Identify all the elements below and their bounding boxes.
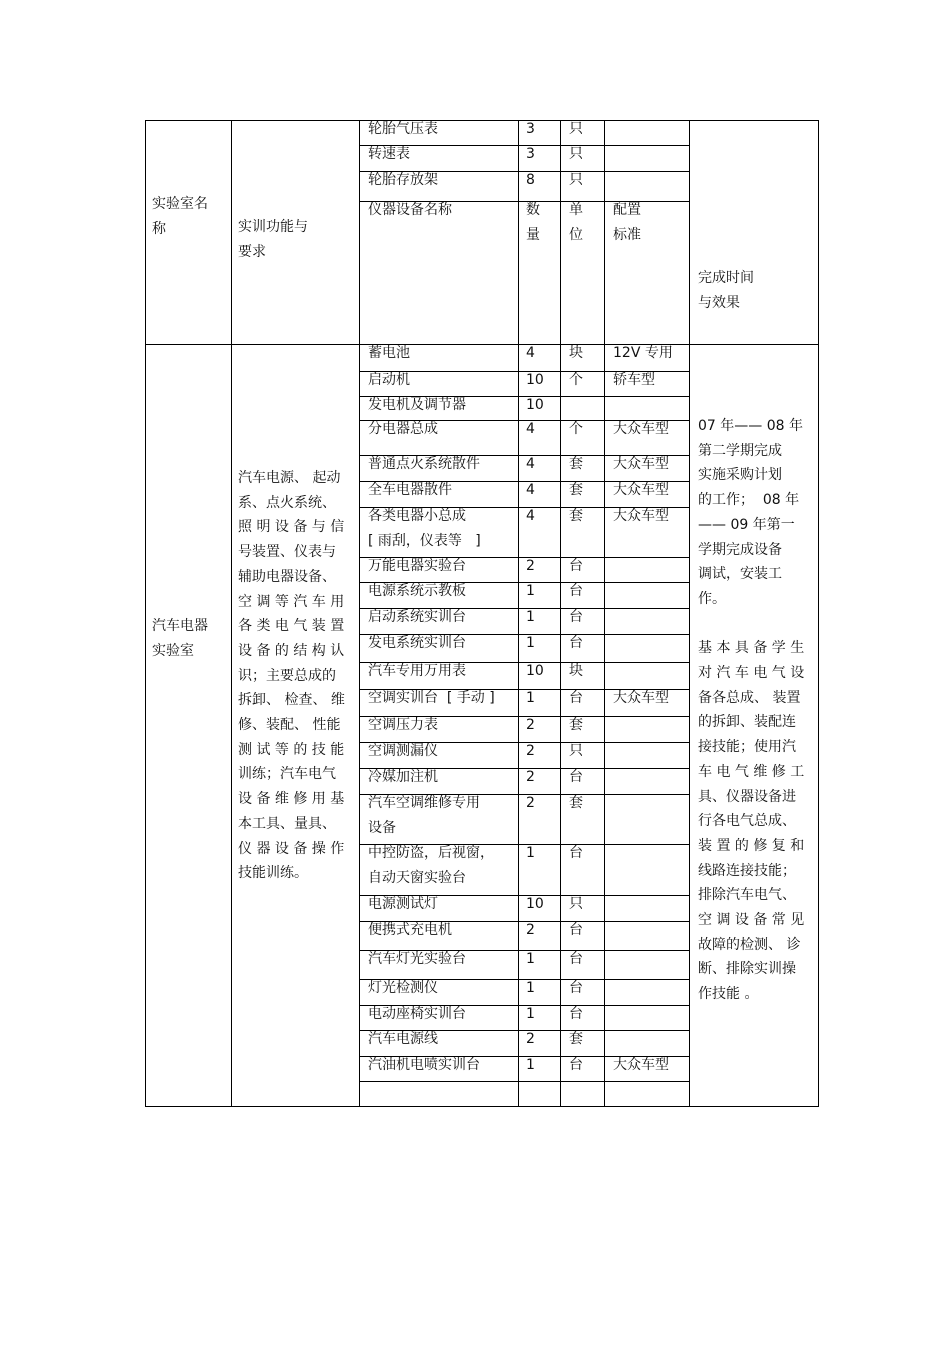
top-row-unit: 只	[569, 121, 583, 137]
completion-result-text: 07 年—— 08 年 第二学期完成 实施采购计划 的工作； 08 年 —— 09 年第一 学期完成设备 调试，安装工 作。 基 本 具 备 学 生 对 汽 车 电 气 设 备各总成、 装置 的拆卸、装配连 接技能；使用汽 车 电 气 维 修 工 具、仪器设备进 行各电气总成、 装 置 的 修 复 和 线路连接技能； 排除汽车电气、 空 调 设 备 常 见 故障的检测、 诊 断、排除实训操 作技能 。	[698, 418, 805, 1003]
equipment-item-name: 电动座椅实训台	[368, 1006, 466, 1022]
equipment-quantity: 10	[526, 896, 544, 912]
equipment-unit: 台	[569, 980, 583, 996]
equipment-unit: 块	[569, 663, 583, 679]
header-unit-label: 单 位	[569, 202, 583, 243]
equipment-unit: 套	[569, 795, 583, 811]
equipment-unit: 个	[569, 421, 583, 437]
equipment-spec: 12V 专用	[613, 345, 673, 361]
equipment-unit: 只	[569, 896, 583, 912]
equipment-item-name: 普通点火系统散件	[368, 456, 480, 472]
equipment-unit: 台	[569, 1006, 583, 1022]
equipment-spec: 大众车型	[613, 421, 669, 437]
top-row-unit: 只	[569, 172, 583, 188]
column-line-6	[689, 120, 690, 1106]
header-item-label: 仪器设备名称	[368, 202, 452, 218]
equipment-item-name: 汽油机电喷实训台	[368, 1057, 480, 1073]
equipment-quantity: 1	[526, 845, 535, 861]
top-row-qty: 8	[526, 172, 535, 188]
equipment-quantity: 10	[526, 663, 544, 679]
equipment-item-name: 空调压力表	[368, 717, 438, 733]
column-line-5	[604, 120, 605, 1106]
equipment-quantity: 1	[526, 635, 535, 651]
equipment-item-name: 蓄电池	[368, 345, 410, 361]
equipment-item-name: 汽车空调维修专用 设备	[368, 795, 480, 836]
header-room-label: 实验室名 称	[152, 196, 208, 237]
section-row-line-24	[359, 1081, 689, 1082]
equipment-quantity: 2	[526, 743, 535, 759]
equipment-quantity: 4	[526, 421, 535, 437]
equipment-item-name: 汽车灯光实验台	[368, 951, 466, 967]
equipment-quantity: 2	[526, 795, 535, 811]
equipment-unit: 只	[569, 743, 583, 759]
equipment-quantity: 1	[526, 583, 535, 599]
equipment-quantity: 2	[526, 769, 535, 785]
equipment-unit: 套	[569, 717, 583, 733]
equipment-unit: 台	[569, 951, 583, 967]
top-row-item: 轮胎气压表	[368, 121, 438, 137]
equipment-quantity: 1	[526, 690, 535, 706]
equipment-item-name: 空调实训台 [ 手动 ]	[368, 690, 495, 706]
equipment-unit: 台	[569, 769, 583, 785]
top-row-item: 转速表	[368, 146, 410, 162]
equipment-item-name: 全车电器散件	[368, 482, 452, 498]
equipment-item-name: 汽车专用万用表	[368, 663, 466, 679]
equipment-quantity: 1	[526, 980, 535, 996]
equipment-item-name: 中控防盗，后视窗， 自动天窗实验台	[368, 845, 494, 886]
header-result-label: 完成时间 与效果	[698, 270, 754, 311]
training-function-text: 汽车电源、 起动 系、点火系统、 照 明 设 备 与 信 号装置、仪表与 辅助电器设备、 空 调 等 汽 车 用 各 类 电 气 装 置 设 备 的 结 构 认 识；主要总成的 拆卸、 检查、 维 修、装配、 性能 测 试 等 的 技 能 训练；汽车电气 设 备 维 修 用 基 本工具、量具、 仪 器 设 备 操 作 技能训练。	[238, 470, 345, 882]
table-border-top	[145, 120, 819, 121]
top-row-unit: 只	[569, 146, 583, 162]
header-spec-label: 配置 标准	[613, 202, 641, 243]
equipment-spec: 大众车型	[613, 690, 669, 706]
equipment-quantity: 2	[526, 558, 535, 574]
equipment-spec: 大众车型	[613, 1057, 669, 1073]
header-function-label: 实训功能与 要求	[238, 219, 308, 260]
equipment-spec: 大众车型	[613, 482, 669, 498]
equipment-unit: 台	[569, 922, 583, 938]
equipment-unit: 套	[569, 456, 583, 472]
equipment-quantity: 10	[526, 397, 544, 413]
equipment-item-name: 启动机	[368, 372, 410, 388]
equipment-item-name: 电源测试灯	[368, 896, 438, 912]
column-line-7	[818, 120, 819, 1106]
equipment-quantity: 4	[526, 456, 535, 472]
equipment-item-name: 万能电器实验台	[368, 558, 466, 574]
top-row-qty: 3	[526, 121, 535, 137]
equipment-item-name: 汽车电源线	[368, 1031, 438, 1047]
equipment-unit: 台	[569, 845, 583, 861]
equipment-quantity: 1	[526, 609, 535, 625]
column-line-2	[359, 120, 360, 1106]
top-row-qty: 3	[526, 146, 535, 162]
equipment-item-name: 便携式充电机	[368, 922, 452, 938]
column-line-4	[560, 120, 561, 1106]
equipment-unit: 套	[569, 482, 583, 498]
table-border-bottom	[145, 1106, 819, 1107]
equipment-unit: 台	[569, 1057, 583, 1073]
equipment-unit: 套	[569, 508, 583, 524]
column-line-3	[518, 120, 519, 1106]
equipment-item-name: 各类电器小总成 [ 雨刮，仪表等 ]	[368, 508, 481, 549]
header-qty-label: 数 量	[526, 202, 540, 243]
equipment-unit: 套	[569, 1031, 583, 1047]
top-row-item: 轮胎存放架	[368, 172, 438, 188]
equipment-spec: 大众车型	[613, 508, 669, 524]
equipment-unit: 个	[569, 372, 583, 388]
equipment-quantity: 4	[526, 508, 535, 524]
equipment-quantity: 10	[526, 372, 544, 388]
equipment-unit: 块	[569, 345, 583, 361]
equipment-unit: 台	[569, 558, 583, 574]
equipment-unit: 台	[569, 583, 583, 599]
equipment-item-name: 启动系统实训台	[368, 609, 466, 625]
column-line-1	[231, 120, 232, 1106]
equipment-quantity: 1	[526, 951, 535, 967]
header-divider	[145, 344, 819, 345]
equipment-unit: 台	[569, 609, 583, 625]
equipment-item-name: 电源系统示教板	[368, 583, 466, 599]
equipment-quantity: 2	[526, 717, 535, 733]
equipment-unit: 台	[569, 690, 583, 706]
equipment-item-name: 冷媒加注机	[368, 769, 438, 785]
equipment-quantity: 4	[526, 345, 535, 361]
equipment-quantity: 1	[526, 1006, 535, 1022]
equipment-item-name: 灯光检测仪	[368, 980, 438, 996]
equipment-unit: 台	[569, 635, 583, 651]
equipment-quantity: 1	[526, 1057, 535, 1073]
equipment-quantity: 4	[526, 482, 535, 498]
equipment-item-name: 发电系统实训台	[368, 635, 466, 651]
equipment-quantity: 2	[526, 922, 535, 938]
equipment-quantity: 2	[526, 1031, 535, 1047]
equipment-item-name: 空调测漏仪	[368, 743, 438, 759]
equipment-spec: 轿车型	[613, 372, 655, 388]
equipment-item-name: 分电器总成	[368, 421, 438, 437]
column-line-0	[145, 120, 146, 1106]
lab-room-name: 汽车电器 实验室	[152, 618, 208, 659]
equipment-spec: 大众车型	[613, 456, 669, 472]
equipment-item-name: 发电机及调节器	[368, 397, 466, 413]
